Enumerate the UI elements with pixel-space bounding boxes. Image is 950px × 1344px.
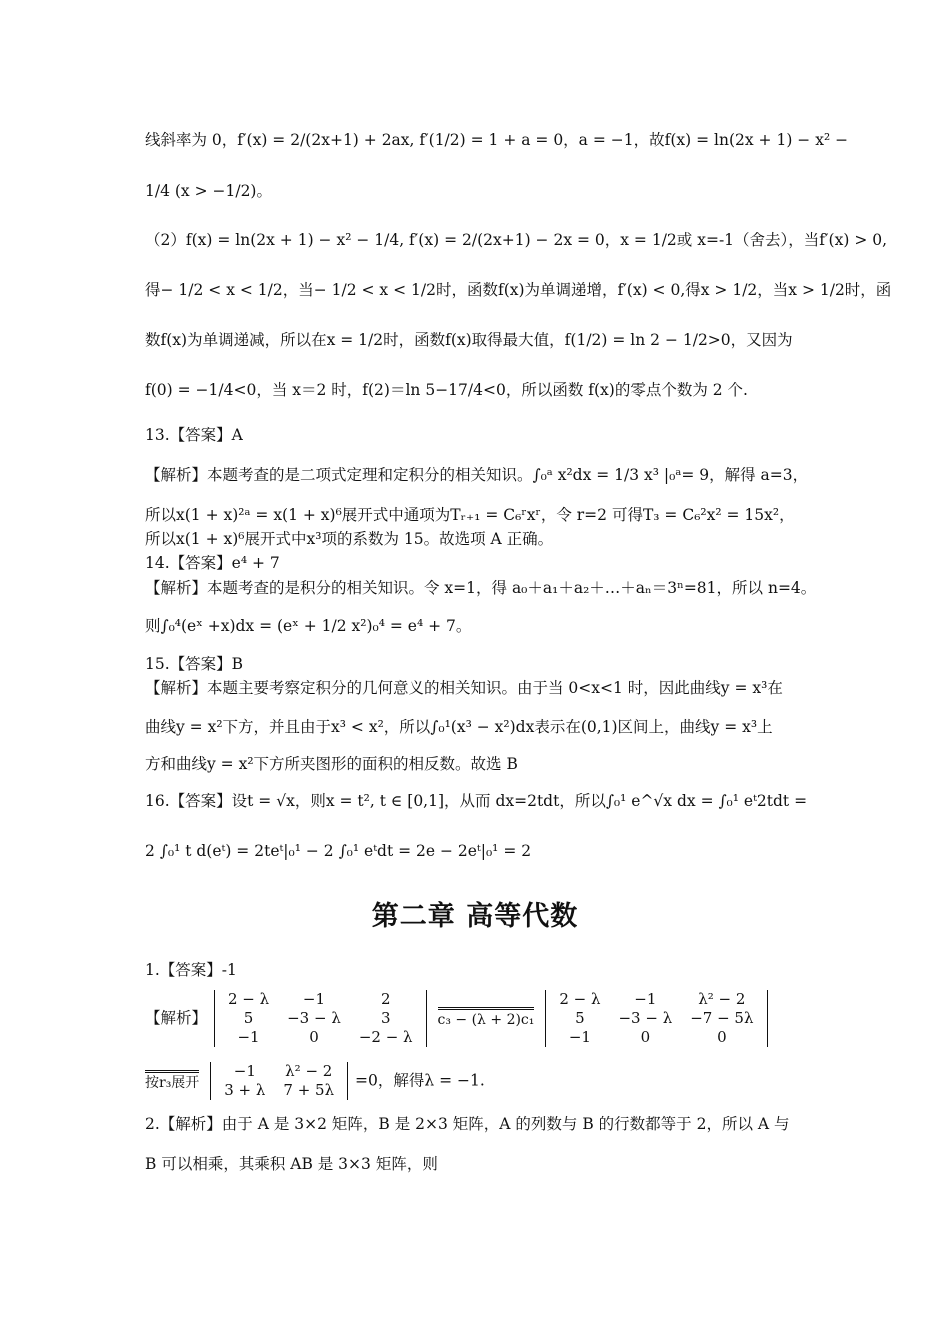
- text-line: 【解析】本题考查的是二项式定理和定积分的相关知识。∫₀ᵃ x²dx = 1/3 x³ |₀ᵃ= 9，解得 a=3，: [145, 466, 809, 484]
- text-line: 曲线y = x²下方，并且由于x³ < x²，所以∫₀¹(x³ − x²)dx表示在(0,1)区间上，曲线y = x³上: [145, 718, 773, 736]
- answer-1: 1.【答案】-1: [145, 961, 237, 979]
- answer-14: 14.【答案】e⁴ + 7: [145, 554, 280, 572]
- answer-13: 13.【答案】A: [145, 426, 243, 444]
- text-line: 所以x(1 + x)²ᵃ = x(1 + x)⁶展开式中通项为Tᵣ₊₁ = C₆ʳxʳ，令 r=2 可得T₃ = C₆²x² = 15x²，: [145, 506, 795, 524]
- column-operation: c₃ − (λ + 2)c₁: [438, 1007, 535, 1030]
- matrix-2: 2 − λ −1 λ² − 2 5 −3 − λ −7 − 5λ −1 0 0: [545, 990, 767, 1047]
- determinant-row: [145, 990, 810, 1047]
- result-text: =0，解得λ = −1.: [355, 1071, 485, 1090]
- text-line: B 可以相乘，其乘积 AB 是 3×3 矩阵，则: [145, 1155, 438, 1173]
- chapter-title: 第二章 高等代数: [371, 901, 579, 932]
- text-line: 方和曲线y = x²下方所夹图形的面积的相反数。故选 B: [145, 755, 518, 773]
- answer-15: 15.【答案】B: [145, 655, 244, 673]
- text-line: 2.【解析】由于 A 是 3×2 矩阵，B 是 2×3 矩阵，A 的列数与 B 的行数都等于 2，所以 A 与: [145, 1115, 790, 1133]
- row-expansion: 按r₃展开: [145, 1070, 199, 1093]
- text-line: f(0) = −1/4<0，当 x＝2 时，f(2)＝ln 5−17/4<0，所以函数 f(x)的零点个数为 2 个.: [145, 381, 748, 399]
- expansion-row: [145, 1062, 810, 1100]
- text-line: 2 ∫₀¹ t d(eᵗ) = 2teᵗ|₀¹ − 2 ∫₀¹ eᵗdt = 2e − 2eᵗ|₀¹ = 2: [145, 842, 532, 860]
- text-line: 得− 1/2 < x < 1/2，当− 1/2 < x < 1/2时，函数f(x)为单调递增，f′(x) < 0,得x > 1/2，当x > 1/2时，函: [145, 281, 892, 299]
- text-line: 【解析】本题主要考察定积分的几何意义的相关知识。由于当 0<x<1 时，因此曲线y = x³在: [145, 679, 783, 697]
- analysis-label: 【解析】: [145, 1009, 208, 1027]
- text-line: 线斜率为 0，f′(x) = 2/(2x+1) + 2ax, f′(1/2) = 1 + a = 0，a = −1，故f(x) = ln(2x + 1) − x² −: [145, 131, 849, 149]
- text-line: 则∫₀⁴(eˣ +x)dx = (eˣ + 1/2 x²)₀⁴ = e⁴ + 7。: [145, 617, 472, 635]
- matrix-1: 2 − λ −1 2 5 −3 − λ 3 −1 0 −2 − λ: [214, 990, 427, 1047]
- matrix-3: −1 λ² − 2 3 + λ 7 + 5λ: [210, 1062, 348, 1100]
- answer-16: 16.【答案】设t = √x，则x = t², t ∈ [0,1]，从而 dx=2tdt，所以∫₀¹ e^√x dx = ∫₀¹ eᵗ2tdt =: [145, 792, 808, 810]
- text-line: 所以x(1 + x)⁶展开式中x³项的系数为 15。故选项 A 正确。: [145, 530, 554, 548]
- text-line: 【解析】本题考查的是积分的相关知识。令 x=1，得 a₀＋a₁＋a₂＋…＋aₙ＝3ⁿ=81，所以 n=4。: [145, 579, 817, 597]
- text-line: （2）f(x) = ln(2x + 1) − x² − 1/4, f′(x) = 2/(2x+1) − 2x = 0，x = 1/2或 x=-1（舍去），当f′(x) > 0,: [145, 231, 888, 249]
- text-line: 1/4 (x > −1/2)。: [145, 182, 272, 200]
- text-line: 数f(x)为单调递减，所以在x = 1/2时，函数f(x)取得最大值，f(1/2) = ln 2 − 1/2>0，又因为: [145, 331, 793, 349]
